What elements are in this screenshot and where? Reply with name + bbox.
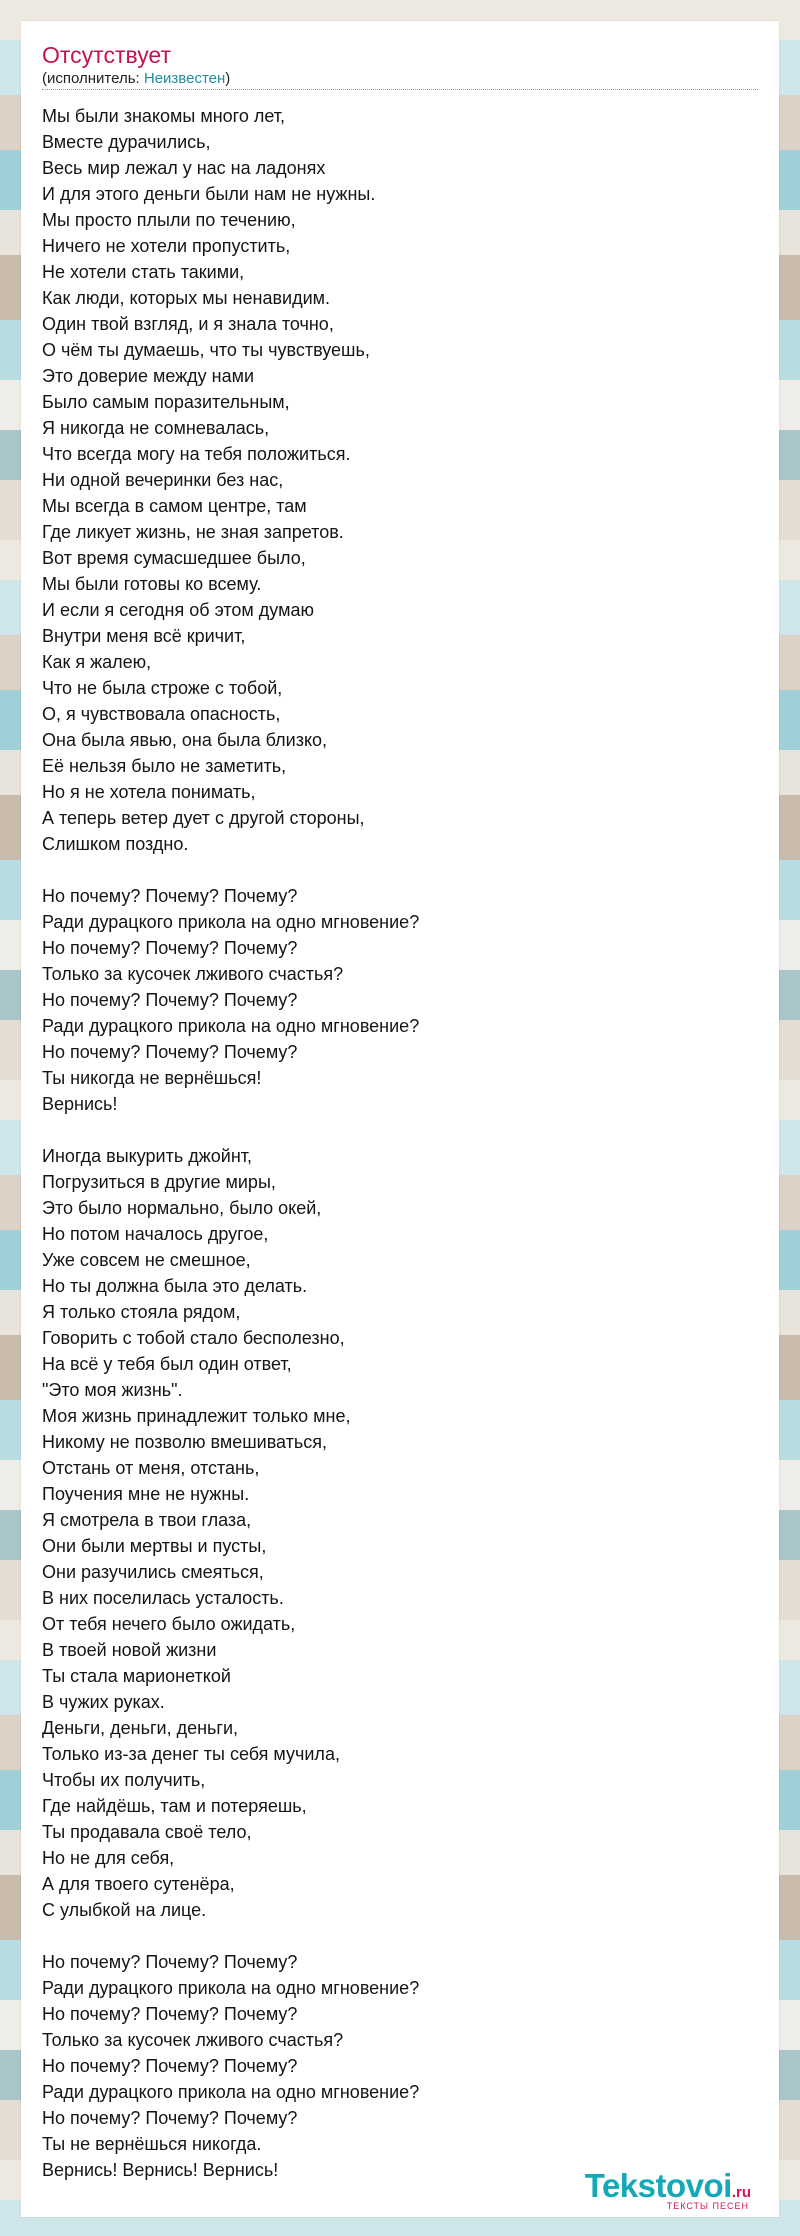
lyric-line: От тебя нечего было ожидать, bbox=[42, 1614, 296, 1634]
lyric-line: Но почему? Почему? Почему? bbox=[42, 1042, 298, 1062]
lyric-line: Это доверие между нами bbox=[42, 366, 255, 386]
lyric-line: В них поселилась усталость. bbox=[42, 1588, 284, 1608]
lyric-line: Отстань от меня, отстань, bbox=[42, 1458, 260, 1478]
logo-tagline: ТЕКСТЫ ПЕСЕН bbox=[666, 2201, 749, 2211]
lyric-line: Ради дурацкого прикола на одно мгновение? bbox=[42, 912, 420, 932]
lyric-line: Погрузиться в другие миры, bbox=[42, 1172, 276, 1192]
lyric-line: Было самым поразительным, bbox=[42, 392, 290, 412]
lyric-line: Но почему? Почему? Почему? bbox=[42, 886, 298, 906]
lyric-line: Но ты должна была это делать. bbox=[42, 1276, 308, 1296]
lyric-line: Я никогда не сомневалась, bbox=[42, 418, 270, 438]
lyric-line: Мы просто плыли по течению, bbox=[42, 210, 296, 230]
lyric-line: Но почему? Почему? Почему? bbox=[42, 990, 298, 1010]
lyric-line: О чём ты думаешь, что ты чувствуешь, bbox=[42, 340, 370, 360]
meta-prefix: (исполнитель: bbox=[42, 70, 144, 87]
lyric-line: С улыбкой на лице. bbox=[42, 1900, 207, 1920]
lyric-line: "Это моя жизнь". bbox=[42, 1380, 183, 1400]
lyric-line: Но почему? Почему? Почему? bbox=[42, 2108, 298, 2128]
lyric-line: В твоей новой жизни bbox=[42, 1640, 217, 1660]
lyric-line: И если я сегодня об этом думаю bbox=[42, 600, 314, 620]
lyric-line: А для твоего сутенёра, bbox=[42, 1874, 235, 1894]
lyric-line: И для этого деньги были нам не нужны. bbox=[42, 184, 376, 204]
lyric-line: Деньги, деньги, деньги, bbox=[42, 1718, 239, 1738]
lyric-line: Они были мертвы и пусты, bbox=[42, 1536, 267, 1556]
stanza-break bbox=[42, 1923, 758, 1949]
lyrics-page bbox=[21, 21, 779, 2217]
stanza-break bbox=[42, 857, 758, 883]
lyrics-text bbox=[42, 103, 758, 2183]
lyric-line: Где ликует жизнь, не зная запретов. bbox=[42, 522, 344, 542]
lyric-line: Что не была строже с тобой, bbox=[42, 678, 283, 698]
lyric-line: Что всегда могу на тебя положиться. bbox=[42, 444, 351, 464]
lyric-line: Ради дурацкого прикола на одно мгновение? bbox=[42, 1978, 420, 1998]
lyric-line: В чужих руках. bbox=[42, 1692, 165, 1712]
lyric-line: Мы были знакомы много лет, bbox=[42, 106, 286, 126]
lyric-line: Ради дурацкого прикола на одно мгновение? bbox=[42, 2082, 420, 2102]
lyric-line: Вернись! bbox=[42, 1094, 118, 1114]
lyric-line: Ты продавала своё тело, bbox=[42, 1822, 252, 1842]
lyric-line: Вот время сумасшедшее было, bbox=[42, 548, 306, 568]
lyric-line: Ты стала марионеткой bbox=[42, 1666, 231, 1686]
lyric-line: О, я чувствовала опасность, bbox=[42, 704, 281, 724]
lyric-line: Я смотрела в твои глаза, bbox=[42, 1510, 252, 1530]
meta-suffix: ) bbox=[225, 70, 231, 87]
lyric-line: Как я жалею, bbox=[42, 652, 152, 672]
site-logo[interactable] bbox=[585, 2169, 751, 2211]
logo-name: Tekstovoi bbox=[584, 2167, 732, 2204]
lyric-line: Но не для себя, bbox=[42, 1848, 175, 1868]
lyric-line: Ничего не хотели пропустить, bbox=[42, 236, 291, 256]
lyric-line: Весь мир лежал у нас на ладонях bbox=[42, 158, 326, 178]
lyric-line: Она была явью, она была близко, bbox=[42, 730, 328, 750]
lyric-line: Внутри меня всё кричит, bbox=[42, 626, 246, 646]
song-title: Отсутствует bbox=[42, 42, 171, 68]
lyric-line: Но почему? Почему? Почему? bbox=[42, 2056, 298, 2076]
lyric-line: Слишком поздно. bbox=[42, 834, 189, 854]
lyric-line: Они разучились смеяться, bbox=[42, 1562, 264, 1582]
lyric-line: Иногда выкурить джойнт, bbox=[42, 1146, 253, 1166]
lyric-line: Мы были готовы ко всему. bbox=[42, 574, 262, 594]
lyric-line: Только за кусочек лживого счастья? bbox=[42, 964, 344, 984]
lyric-line: Говорить с тобой стало бесполезно, bbox=[42, 1328, 345, 1348]
lyric-line: Но почему? Почему? Почему? bbox=[42, 2004, 298, 2024]
artist-link[interactable]: Неизвестен bbox=[143, 70, 226, 87]
lyric-line: Но почему? Почему? Почему? bbox=[42, 938, 298, 958]
lyric-line: Вернись! Вернись! Вернись! bbox=[42, 2160, 279, 2180]
lyric-line: Это было нормально, было окей, bbox=[42, 1198, 322, 1218]
lyric-line: Ради дурацкого прикола на одно мгновение? bbox=[42, 1016, 420, 1036]
lyric-line: Мы всегда в самом центре, там bbox=[42, 496, 307, 516]
lyric-line: А теперь ветер дует с другой стороны, bbox=[42, 808, 365, 828]
lyric-line: На всё у тебя был один ответ, bbox=[42, 1354, 292, 1374]
lyric-line: Моя жизнь принадлежит только мне, bbox=[42, 1406, 351, 1426]
song-meta bbox=[42, 69, 758, 90]
lyric-line: Вместе дурачились, bbox=[42, 132, 211, 152]
logo-tld: .ru bbox=[731, 2184, 751, 2201]
lyric-line: Уже совсем не смешное, bbox=[42, 1250, 251, 1270]
lyric-line: Только за кусочек лживого счастья? bbox=[42, 2030, 344, 2050]
lyric-line: Чтобы их получить, bbox=[42, 1770, 206, 1790]
lyric-line: Её нельзя было не заметить, bbox=[42, 756, 287, 776]
song-header bbox=[42, 41, 758, 90]
lyric-line: Я только стояла рядом, bbox=[42, 1302, 241, 1322]
lyric-line: Ты не вернёшься никогда. bbox=[42, 2134, 262, 2154]
lyric-line: Поучения мне не нужны. bbox=[42, 1484, 250, 1504]
lyric-line: Один твой взгляд, и я знала точно, bbox=[42, 314, 334, 334]
lyric-line: Но почему? Почему? Почему? bbox=[42, 1952, 298, 1972]
stanza-break bbox=[42, 1117, 758, 1143]
lyric-line: Только из-за денег ты себя мучила, bbox=[42, 1744, 340, 1764]
lyric-line: Ни одной вечеринки без нас, bbox=[42, 470, 284, 490]
lyric-line: Как люди, которых мы ненавидим. bbox=[42, 288, 330, 308]
lyric-line: Никому не позволю вмешиваться, bbox=[42, 1432, 328, 1452]
lyric-line: Где найдёшь, там и потеряешь, bbox=[42, 1796, 307, 1816]
lyric-line: Но я не хотела понимать, bbox=[42, 782, 256, 802]
lyric-line: Ты никогда не вернёшься! bbox=[42, 1068, 262, 1088]
lyric-line: Не хотели стать такими, bbox=[42, 262, 245, 282]
lyric-line: Но потом началось другое, bbox=[42, 1224, 269, 1244]
